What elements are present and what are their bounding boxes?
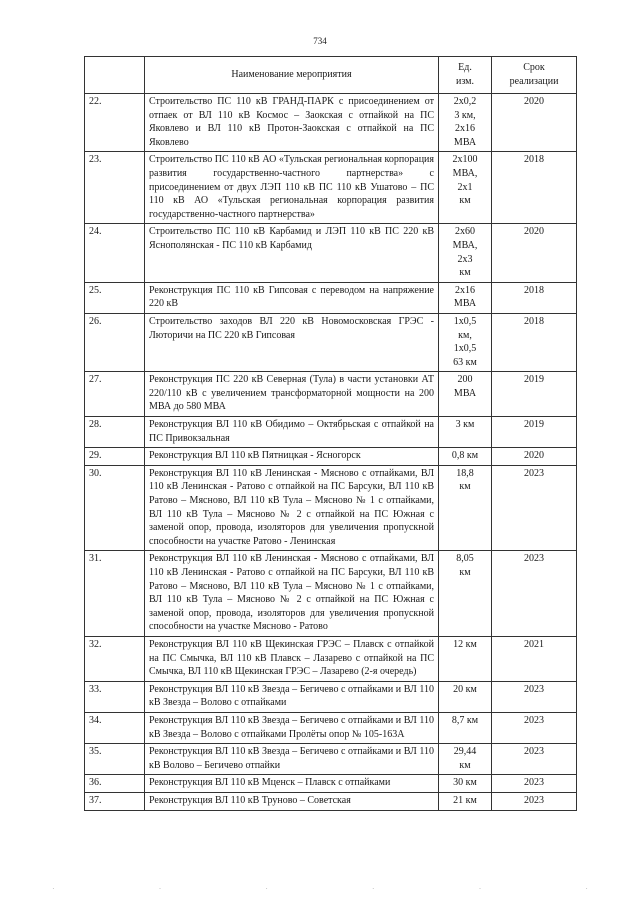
table-row bbox=[85, 313, 577, 371]
row-unit: 8,05 км bbox=[439, 551, 492, 637]
measures-table bbox=[84, 56, 577, 811]
row-name: Строительство ПС 110 кВ Карбамид и ЛЭП 110 кВ ПС 220 кВ Яснополянская - ПС 110 кВ Карбамид bbox=[145, 224, 439, 282]
row-name: Реконструкция ВЛ 110 кВ Щекинская ГРЭС – Плавск с отпайкой на ПС Смычка, ВЛ 110 кВ Плавск – Лазарево с отпайкой на ПС Смычка, ВЛ 110 кВ Щекинская ГРЭС – Лазарево (2-я очередь) bbox=[145, 636, 439, 681]
table-row bbox=[85, 448, 577, 466]
row-unit: 21 км bbox=[439, 792, 492, 810]
row-name: Реконструкция ВЛ 110 кВ Пятницкая - Ясногорск bbox=[145, 448, 439, 466]
row-unit: 3 км bbox=[439, 417, 492, 448]
row-number: 33. bbox=[85, 681, 145, 712]
row-name: Реконструкция ВЛ 110 кВ Ленинская - Мясново с отпайками, ВЛ 110 кВ Ленинская - Ратово с отпайкой на ПС Барсуки, ВЛ 110 кВ Ратово – Мясново, ВЛ 110 кВ Тула – Мясново № 1 с отпайками, ВЛ 110 кВ Тула – Мясново № 2 с отпайкой на ПС Южная с заменой опор, провода, изоляторов для увеличения пропускной способности на участке Ратово - Ленинская bbox=[145, 465, 439, 551]
row-number: 34. bbox=[85, 712, 145, 743]
row-unit: 2х100 МВА, 2х1 км bbox=[439, 152, 492, 224]
row-unit: 30 км bbox=[439, 775, 492, 793]
table-row bbox=[85, 551, 577, 637]
row-number: 32. bbox=[85, 636, 145, 681]
header-unit: Ед. изм. bbox=[439, 57, 492, 94]
row-number: 37. bbox=[85, 792, 145, 810]
table-row bbox=[85, 744, 577, 775]
header-date: Срок реализации bbox=[492, 57, 577, 94]
row-date: 2023 bbox=[492, 744, 577, 775]
table-row bbox=[85, 681, 577, 712]
row-date: 2023 bbox=[492, 775, 577, 793]
header-name: Наименование мероприятия bbox=[145, 57, 439, 94]
row-unit: 8,7 км bbox=[439, 712, 492, 743]
row-date: 2018 bbox=[492, 282, 577, 313]
table-row bbox=[85, 282, 577, 313]
row-unit: 200 МВА bbox=[439, 372, 492, 417]
row-number: 36. bbox=[85, 775, 145, 793]
row-number: 35. bbox=[85, 744, 145, 775]
table-row bbox=[85, 417, 577, 448]
row-unit: 2х16 МВА bbox=[439, 282, 492, 313]
row-number: 24. bbox=[85, 224, 145, 282]
row-name: Реконструкция ВЛ 110 кВ Обидимо – Октябрьская с отпайкой на ПС Привокзальная bbox=[145, 417, 439, 448]
row-date: 2023 bbox=[492, 681, 577, 712]
header-number bbox=[85, 57, 145, 94]
row-date: 2023 bbox=[492, 465, 577, 551]
table-row bbox=[85, 636, 577, 681]
row-date: 2021 bbox=[492, 636, 577, 681]
row-name: Реконструкция ВЛ 110 кВ Звезда – Бегичево с отпайками и ВЛ 110 кВ Звезда – Волово с отпайками Пролёты опор № 105-163А bbox=[145, 712, 439, 743]
row-unit: 12 км bbox=[439, 636, 492, 681]
row-date: 2019 bbox=[492, 372, 577, 417]
row-date: 2023 bbox=[492, 551, 577, 637]
row-name: Строительство ПС 110 кВ АО «Тульская региональная корпорация развития государственно-частного партнерства» с присоединением от двух ЛЭП 110 кВ ПС 110 кВ Ушатово – ПС 110 кВ АО «Тульская региональная корпорация развития государственно-частного партнерства» bbox=[145, 152, 439, 224]
row-number: 31. bbox=[85, 551, 145, 637]
table-row bbox=[85, 465, 577, 551]
row-unit: 1х0,5 км, 1х0,5 63 км bbox=[439, 313, 492, 371]
row-number: 23. bbox=[85, 152, 145, 224]
row-number: 30. bbox=[85, 465, 145, 551]
row-number: 29. bbox=[85, 448, 145, 466]
row-name: Строительство ПС 110 кВ ГРАНД-ПАРК с присоединением от отпаек от ВЛ 110 кВ Космос – Заокская с отпайкой на ПС Яковлево и ВЛ 110 кВ Протон-Заокская с отпайкой на ПС Яковлево bbox=[145, 94, 439, 152]
row-number: 27. bbox=[85, 372, 145, 417]
row-number: 25. bbox=[85, 282, 145, 313]
row-name: Реконструкция ВЛ 110 кВ Звезда – Бегичево с отпайками и ВЛ 110 кВ Волово – Бегичево отпайки bbox=[145, 744, 439, 775]
row-unit: 2х0,2 3 км, 2х16 МВА bbox=[439, 94, 492, 152]
row-date: 2023 bbox=[492, 712, 577, 743]
row-date: 2020 bbox=[492, 448, 577, 466]
row-name: Реконструкция ВЛ 110 кВ Ленинская - Мясново с отпайками, ВЛ 110 кВ Ленинская - Ратово с отпайкой на ПС Барсуки, ВЛ 110 кВ Ратово – Мясново, ВЛ 110 кВ Тула – Мясново № 1 с отпайками, ВЛ 110 кВ Тула – Мясново № 2 с отпайкой на ПС Южная с заменой опор, провода, изоляторов для увеличения пропускной способности на участке Мясново - Ратово bbox=[145, 551, 439, 637]
row-unit: 2х60 МВА, 2х3 км bbox=[439, 224, 492, 282]
row-date: 2023 bbox=[492, 792, 577, 810]
row-unit: 18,8 км bbox=[439, 465, 492, 551]
row-date: 2019 bbox=[492, 417, 577, 448]
row-number: 26. bbox=[85, 313, 145, 371]
row-name: Реконструкция ВЛ 110 кВ Звезда – Бегичево с отпайками и ВЛ 110 кВ Звезда – Волово с отпайками bbox=[145, 681, 439, 712]
row-date: 2018 bbox=[492, 313, 577, 371]
table-row bbox=[85, 94, 577, 152]
table-row bbox=[85, 372, 577, 417]
row-unit: 20 км bbox=[439, 681, 492, 712]
row-unit: 0,8 км bbox=[439, 448, 492, 466]
row-number: 22. bbox=[85, 94, 145, 152]
table-row bbox=[85, 152, 577, 224]
table-row bbox=[85, 775, 577, 793]
row-number: 28. bbox=[85, 417, 145, 448]
table-header-row bbox=[85, 57, 577, 94]
row-name: Реконструкция ВЛ 110 кВ Труново – Советская bbox=[145, 792, 439, 810]
row-unit: 29,44 км bbox=[439, 744, 492, 775]
row-name: Реконструкция ПС 220 кВ Северная (Тула) в части установки АТ 220/110 кВ с увеличением трансформаторной мощности на 200 МВА до 580 МВА bbox=[145, 372, 439, 417]
page-number: 734 bbox=[313, 36, 327, 46]
row-name: Реконструкция ВЛ 110 кВ Мценск – Плавск с отпайками bbox=[145, 775, 439, 793]
row-date: 2020 bbox=[492, 224, 577, 282]
row-date: 2018 bbox=[492, 152, 577, 224]
scan-artifacts: . . . . . . bbox=[52, 882, 588, 891]
table-row bbox=[85, 224, 577, 282]
table-row bbox=[85, 792, 577, 810]
row-date: 2020 bbox=[492, 94, 577, 152]
row-name: Реконструкция ПС 110 кВ Гипсовая с переводом на напряжение 220 кВ bbox=[145, 282, 439, 313]
table-row bbox=[85, 712, 577, 743]
row-name: Строительство заходов ВЛ 220 кВ Новомосковская ГРЭС - Люторичи на ПС 220 кВ Гипсовая bbox=[145, 313, 439, 371]
